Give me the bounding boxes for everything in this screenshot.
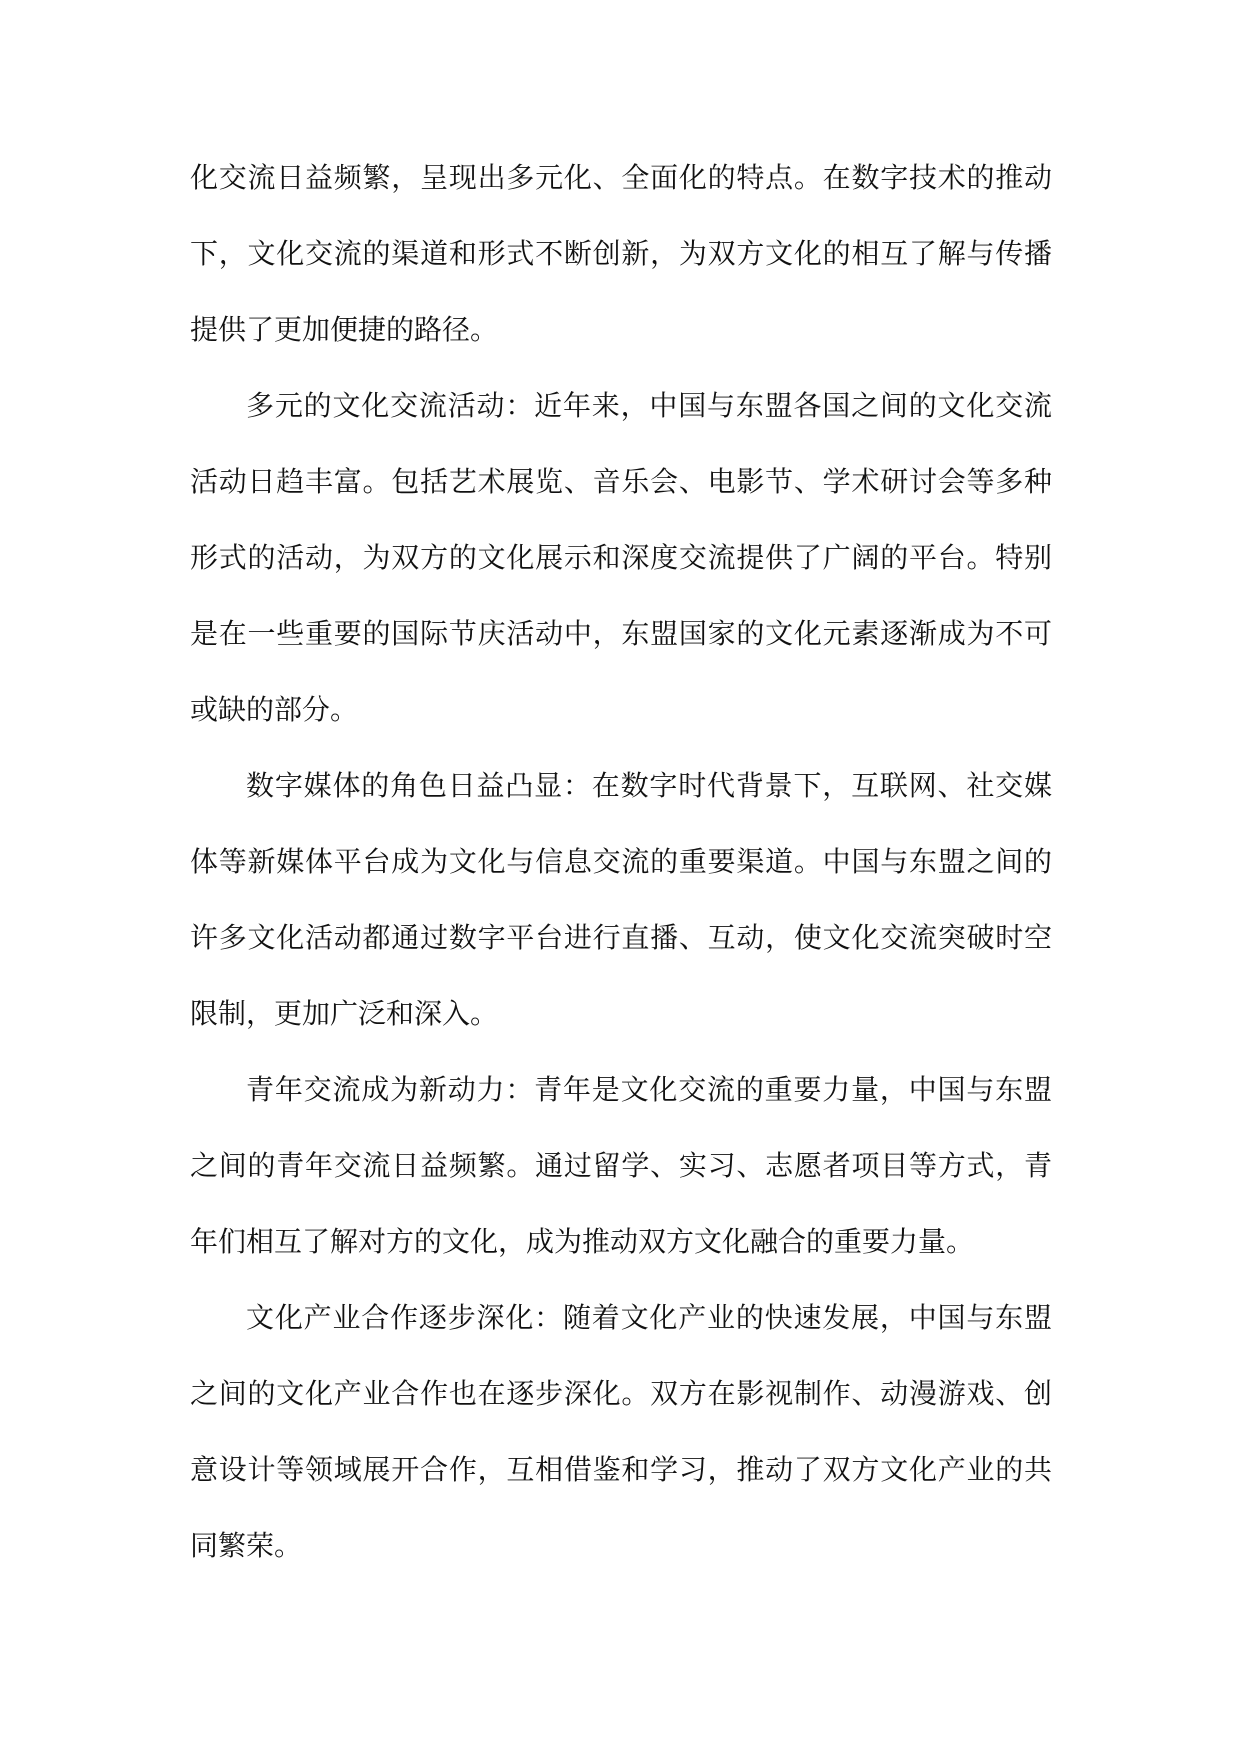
paragraph-continued: 化交流日益频繁，呈现出多元化、全面化的特点。在数字技术的推动下，文化交流的渠道和形式不断创新，为双方文化的相互了解与传播提供了更加便捷的路径。 [190,161,1052,346]
document-body [190,140,1052,1584]
paragraph-youth-exchange: 青年交流成为新动力：青年是文化交流的重要力量，中国与东盟之间的青年交流日益频繁。通过留学、实习、志愿者项目等方式，青年们相互了解对方的文化，成为推动双方文化融合的重要力量。 [190,1073,1052,1258]
paragraph-cultural-exchange-activities: 多元的文化交流活动：近年来，中国与东盟各国之间的文化交流活动日趋丰富。包括艺术展览、音乐会、电影节、学术研讨会等多种形式的活动，为双方的文化展示和深度交流提供了广阔的平台。特别是在一些重要的国际节庆活动中，东盟国家的文化元素逐渐成为不可或缺的部分。 [190,389,1052,726]
paragraph-digital-media: 数字媒体的角色日益凸显：在数字时代背景下，互联网、社交媒体等新媒体平台成为文化与信息交流的重要渠道。中国与东盟之间的许多文化活动都通过数字平台进行直播、互动，使文化交流突破时空限制，更加广泛和深入。 [190,769,1052,1030]
paragraph-cultural-industry: 文化产业合作逐步深化：随着文化产业的快速发展，中国与东盟之间的文化产业合作也在逐步深化。双方在影视制作、动漫游戏、创意设计等领域展开合作，互相借鉴和学习，推动了双方文化产业的共同繁荣。 [190,1301,1052,1562]
